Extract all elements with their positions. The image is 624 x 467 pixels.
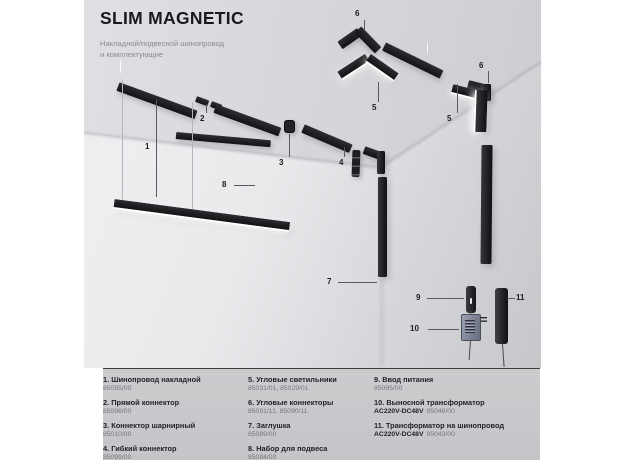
callout-3: 3: [279, 158, 284, 167]
render-stage: [84, 0, 541, 460]
corner-connector-mid-arm-b: [377, 151, 385, 174]
callout-line-9: [427, 298, 464, 299]
callout-1: 1: [145, 142, 150, 151]
track-transformer-device: [495, 288, 508, 344]
callout-line-2: [206, 104, 207, 113]
legend-item-title: 4. Гибкий коннектор: [103, 444, 177, 453]
legend-item-3: [103, 421, 201, 440]
legend-item-part: 85096/00: [103, 408, 132, 415]
callout-line-6-top: [364, 20, 365, 31]
legend-item-part: 85091/11, 85090/11: [248, 408, 308, 415]
callout-line-7: [338, 282, 377, 283]
legend-item-10: [374, 398, 504, 417]
legend-item-part: 85031/01, 85029/01: [248, 385, 309, 392]
legend-column-2: [248, 375, 337, 467]
callout-10: 10: [410, 324, 419, 333]
suspension-wire-1: [122, 80, 123, 204]
legend-item-1: [103, 375, 201, 394]
callout-7: 7: [327, 277, 332, 286]
legend-item-7: [248, 421, 337, 440]
legend-item-title: 2. Прямой коннектор: [103, 398, 180, 407]
corner-luminaire-right-arm-vert: [473, 90, 487, 132]
callout-line-3: [289, 134, 290, 157]
legend-item-title: 5. Угловые светильники: [248, 375, 337, 384]
callout-5-right: 5: [447, 114, 452, 123]
mount-highlight-left: [120, 60, 121, 73]
transformer-label-lines: [465, 320, 475, 333]
legend-item-title: 7. Заглушка: [248, 421, 291, 430]
page-subtitle-line2: и комплектующие: [100, 50, 164, 59]
legend-item-title: 9. Ввод питания: [374, 375, 434, 384]
wall-track-1: [378, 177, 387, 277]
callout-line-4: [344, 147, 345, 157]
callout-line-10: [428, 329, 459, 330]
legend-item-title: 3. Коннектор шарнирный: [103, 421, 196, 430]
power-feed-slot: [470, 298, 472, 304]
callout-6-top: 6: [355, 9, 360, 18]
callout-5-top: 5: [372, 103, 377, 112]
legend-item-title: 1. Шинопровод накладной: [103, 375, 201, 384]
suspension-wire-2: [192, 102, 193, 212]
legend-item-part: AC220V-DC48V 95046/00: [374, 408, 455, 415]
legend-item-part: 85089/00: [248, 431, 277, 438]
callout-8: 8: [222, 180, 227, 189]
mount-highlight-top: [427, 43, 428, 53]
swivel-connector: [284, 120, 295, 133]
legend-item-part: 85094/00: [248, 454, 277, 461]
callout-2: 2: [200, 114, 205, 123]
callout-line-6-right: [488, 71, 489, 83]
callout-9: 9: [416, 293, 421, 302]
callout-line-5-right: [457, 84, 458, 113]
legend-item-6: [248, 398, 337, 417]
callout-line-5-top: [378, 82, 379, 102]
legend-panel: [103, 368, 540, 460]
power-feed-device: [466, 286, 476, 313]
legend-item-5: [248, 375, 337, 394]
legend-item-title: 10. Выносной трансформатор: [374, 398, 485, 407]
legend-item-title: 8. Набор для подвеса: [248, 444, 328, 453]
legend-item-title: 11. Трансформатор на шинопровод: [374, 421, 505, 430]
equals-sign: =: [480, 312, 488, 327]
external-transformer-device: [461, 314, 481, 341]
legend-item-part: 85010/00: [103, 431, 132, 438]
legend-item-9: [374, 375, 504, 394]
legend-item-part: 85099/00: [103, 454, 132, 461]
wall-track-2: [480, 145, 492, 264]
legend-item-part: 85085/00: [103, 385, 132, 392]
legend-column-3: [374, 375, 504, 444]
callout-line-8: [234, 185, 255, 186]
page-title: SLIM MAGNETIC: [100, 8, 244, 28]
callout-line-1: [156, 100, 157, 197]
callout-11: 11: [516, 293, 525, 302]
callout-line-11: [507, 298, 515, 299]
legend-column-1: [103, 375, 201, 467]
legend-item-part: AC220V-DC48V 95043/00: [374, 431, 455, 438]
legend-item-part: 85095/00: [374, 385, 403, 392]
legend-item-11: [374, 421, 504, 440]
flexible-connector: [352, 150, 361, 177]
header: [100, 8, 244, 60]
page-subtitle-line1: Накладной/подвесной шинопровод: [100, 39, 225, 48]
callout-4: 4: [339, 158, 344, 167]
legend-item-2: [103, 398, 201, 417]
callout-6-right: 6: [479, 61, 484, 70]
legend-item-title: 6. Угловые коннекторы: [248, 398, 334, 407]
